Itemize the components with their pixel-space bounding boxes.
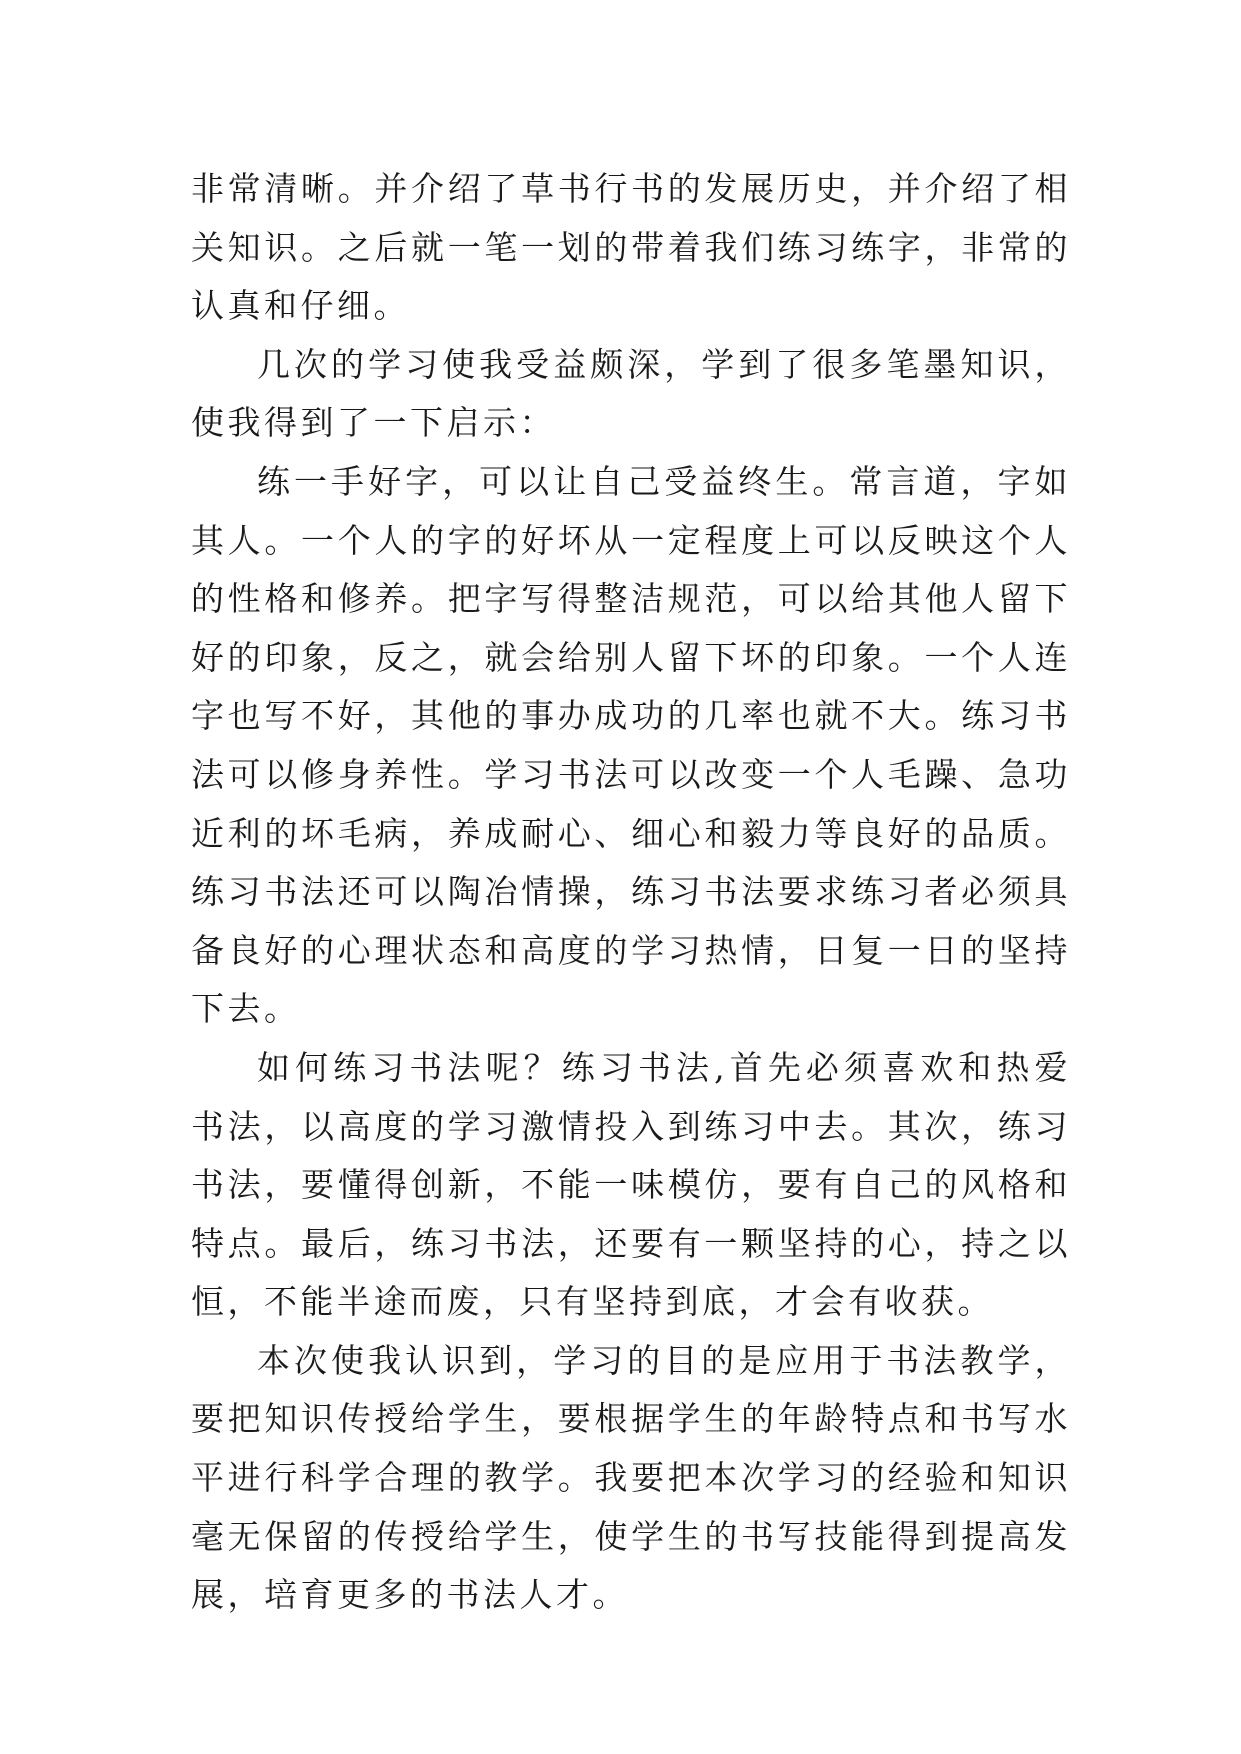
paragraph-2: 几次的学习使我受益颇深，学到了很多笔墨知识，使我得到了一下启示： — [191, 344, 1071, 443]
paragraph-5: 本次使我认识到，学习的目的是应用于书法教学，要把知识传授给学生，要根据学生的年龄特点和书写水平进行科学合理的教学。我要把本次学习的经验和知识毫无保留的传授给学生，使学生的书写技能得到提高发展，培育更多的书法人才。 — [191, 1340, 1071, 1615]
document-body — [191, 160, 1071, 1625]
paragraph-3: 练一手好字，可以让自己受益终生。常言道，字如其人。一个人的字的好坏从一定程度上可以反映这个人的性格和修养。把字写得整洁规范，可以给其他人留下好的印象，反之，就会给别人留下坏的印象。一个人连字也写不好，其他的事办成功的几率也就不大。练习书法可以修身养性。学习书法可以改变一个人毛躁、急功近利的坏毛病，养成耐心、细心和毅力等良好的品质。练习书法还可以陶冶情操，练习书法要求练习者必须具备良好的心理状态和高度的学习热情，日复一日的坚持下去。 — [191, 461, 1071, 1029]
paragraph-1: 非常清晰。并介绍了草书行书的发展历史，并介绍了相关知识。之后就一笔一划的带着我们练习练字，非常的认真和仔细。 — [191, 169, 1071, 326]
paragraph-4: 如何练习书法呢？练习书法,首先必须喜欢和热爱书法，以高度的学习激情投入到练习中去。其次，练习书法，要懂得创新，不能一味模仿，要有自己的风格和特点。最后，练习书法，还要有一颗坚持的心，持之以恒，不能半途而废，只有坚持到底，才会有收获。 — [191, 1047, 1071, 1322]
